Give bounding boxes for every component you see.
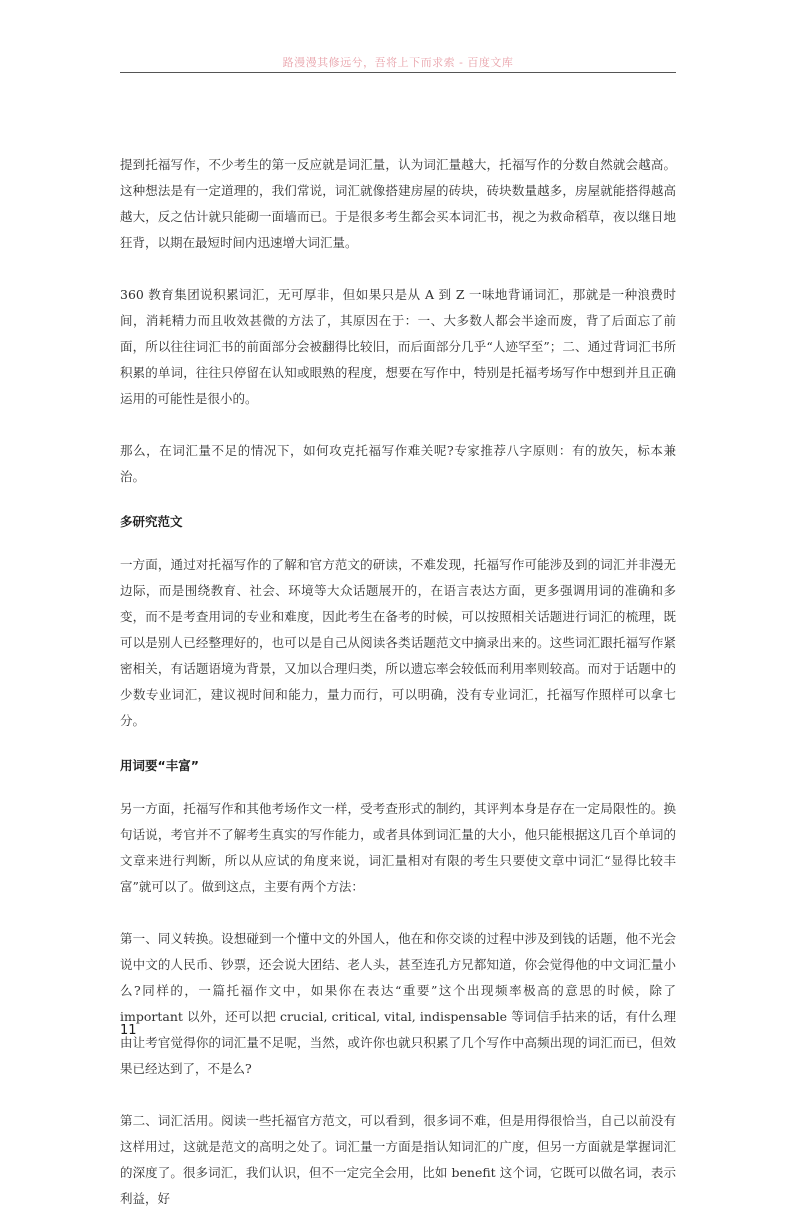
document-body: [120, 152, 676, 1212]
paragraph-study-samples: 一方面，通过对托福写作的了解和官方范文的研读，不难发现，托福写作可能涉及到的词汇并非漫无边际，而是围绕教育、社会、环境等大众话题展开的，在语言表达方面，更多强调用词的准确和多变，而不是考查用词的专业和难度，因此考生在备考的时候，可以按照相关话题进行词汇的梳理，既可以是别人已经整理好的，也可以是自己从阅读各类话题范文中摘录出来的。这些词汇跟托福写作紧密相关，有话题语境为背景，又加以合理归类，所以遗忘率会较低而利用率则较高。而对于话题中的少数专业词汇，建议视时间和能力，量力而行，可以明确，没有专业词汇，托福写作照样可以拿七分。: [120, 557, 676, 728]
paragraph-principle: 那么，在词汇量不足的情况下，如何攻克托福写作难关呢?专家推荐八字原则：有的放矢，标本兼治。: [120, 443, 676, 484]
paragraph-rich-wording: 另一方面，托福写作和其他考场作文一样，受考查形式的制约，其评判本身是存在一定局限性的。换句话说，考官并不了解考生真实的写作能力，或者具体到词汇量的大小，他只能根据这几百个单词的文章来进行判断，所以从应试的角度来说，词汇量相对有限的考生只要使文章中词汇“显得比较丰富”就可以了。做到这点，主要有两个方法：: [120, 801, 676, 894]
paragraph-vocabulary-method: 360 教育集团说积累词汇，无可厚非，但如果只是从 A 到 Z 一味地背诵词汇，那就是一种浪费时间，消耗精力而且收效甚微的方法了，其原因在于：一、大多数人都会半途而废，背了后面忘了前面，所以往往词汇书的前面部分会被翻得比较旧，而后面部分几乎“人迹罕至”；二、通过背词汇书所积累的单词，往往只停留在认知或眼熟的程度，想要在写作中，特别是托福考场写作中想到并且正确运用的可能性是很小的。: [120, 287, 676, 406]
paragraph-synonym-conversion: 第一、同义转换。设想碰到一个懂中文的外国人，他在和你交谈的过程中涉及到钱的话题，他不光会说中文的人民币、钞票，还会说大团结、老人头，甚至连孔方兄都知道，你会觉得他的中文词汇量小么?同样的，一篇托福作文中，如果你在表达“重要”这个出现频率极高的意思的时候，除了 important 以外，还可以把 crucial, critical, vital, indispensable 等词信手拈来的话，有什么理由让考官觉得你的词汇量不足呢，当然，或许你也就只积累了几个写作中高频出现的词汇而已，但效果已经达到了，不是么?: [120, 931, 676, 1076]
page-number: 11: [120, 1023, 137, 1038]
section-heading-rich-wording: 用词要“丰富”: [120, 758, 199, 773]
header-divider: [120, 72, 676, 73]
paragraph-flexible-usage: 第二、词汇活用。阅读一些托福官方范文，可以看到，很多词不难，但是用得很恰当，自己以前没有这样用过，这就是范文的高明之处了。词汇量一方面是指认知词汇的广度，但另一方面就是掌握词汇的深度了。很多词汇，我们认识，但不一定完全会用，比如 benefit 这个词，它既可以做名词，表示利益，好: [120, 1113, 676, 1206]
section-heading-study-samples: 多研究范文: [120, 514, 183, 529]
page-header: 路漫漫其修远兮，吾将上下而求索 - 百度文库: [282, 56, 514, 69]
paragraph-intro: 提到托福写作，不少考生的第一反应就是词汇量，认为词汇量越大，托福写作的分数自然就会越高。这种想法是有一定道理的，我们常说，词汇就像搭建房屋的砖块，砖块数量越多，房屋就能搭得越高越大，反之估计就只能砌一面墙而已。于是很多考生都会买本词汇书，视之为救命稻草，夜以继日地狂背，以期在最短时间内迅速增大词汇量。: [120, 157, 676, 250]
